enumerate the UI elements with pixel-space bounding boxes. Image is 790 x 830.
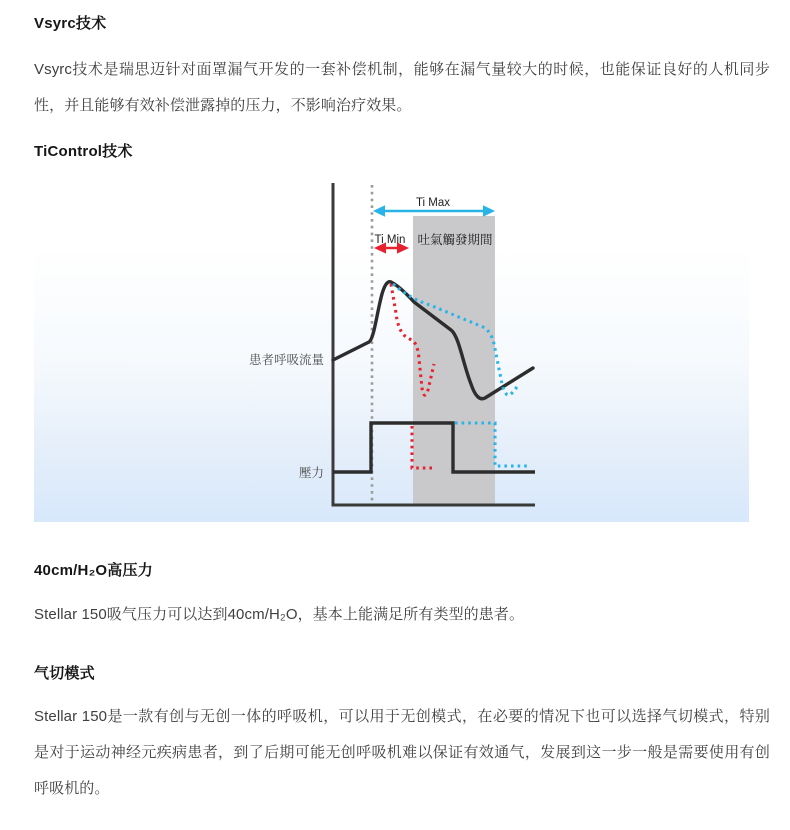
ticontrol-timing-diagram — [34, 178, 749, 522]
paragraph-trach-mode: Stellar 150是一款有创与无创一体的呼吸机，可以用于无创模式，在必要的情况下也可以选择气切模式，特别是对于运动神经元疾病患者，到了后期可能无创呼吸机难以保证有效通气，发展到这一步一般是需要使用有创呼吸机的。 — [34, 708, 770, 797]
ti-max-arrowhead-right-icon — [483, 205, 495, 217]
section-heading-vsyrc: Vsyrc技术 — [34, 15, 107, 32]
section-heading-high-pressure: 40cm/H₂O高压力 — [34, 562, 153, 579]
patient-flow-axis-label: 患者呼吸流量 — [248, 353, 324, 367]
timing-diagram-svg — [34, 178, 749, 522]
section-heading-ticontrol: TiControl技术 — [34, 143, 133, 160]
paragraph-vsyrc: Vsyrc技术是瑞思迈针对面罩漏气开发的一套补偿机制，能够在漏气量较大的时候，也能保证良好的人机同步性，并且能够有效补偿泄露掉的压力，不影响治疗效果。 — [34, 61, 770, 114]
pressure-axis-label: 壓力 — [298, 466, 324, 480]
section-heading-trach-mode: 气切模式 — [34, 665, 95, 682]
exhale-trigger-window-label: 吐氣觸發期間 — [417, 233, 493, 247]
paragraph-high-pressure: Stellar 150吸气压力可以达到40cm/H₂O，基本上能满足所有类型的患者。 — [34, 606, 525, 623]
ti-max-label: Ti Max — [415, 197, 451, 209]
article-body — [0, 14, 790, 807]
ti-max-arrowhead-left-icon — [373, 205, 385, 217]
ti-min-label: Ti Min — [374, 234, 406, 246]
